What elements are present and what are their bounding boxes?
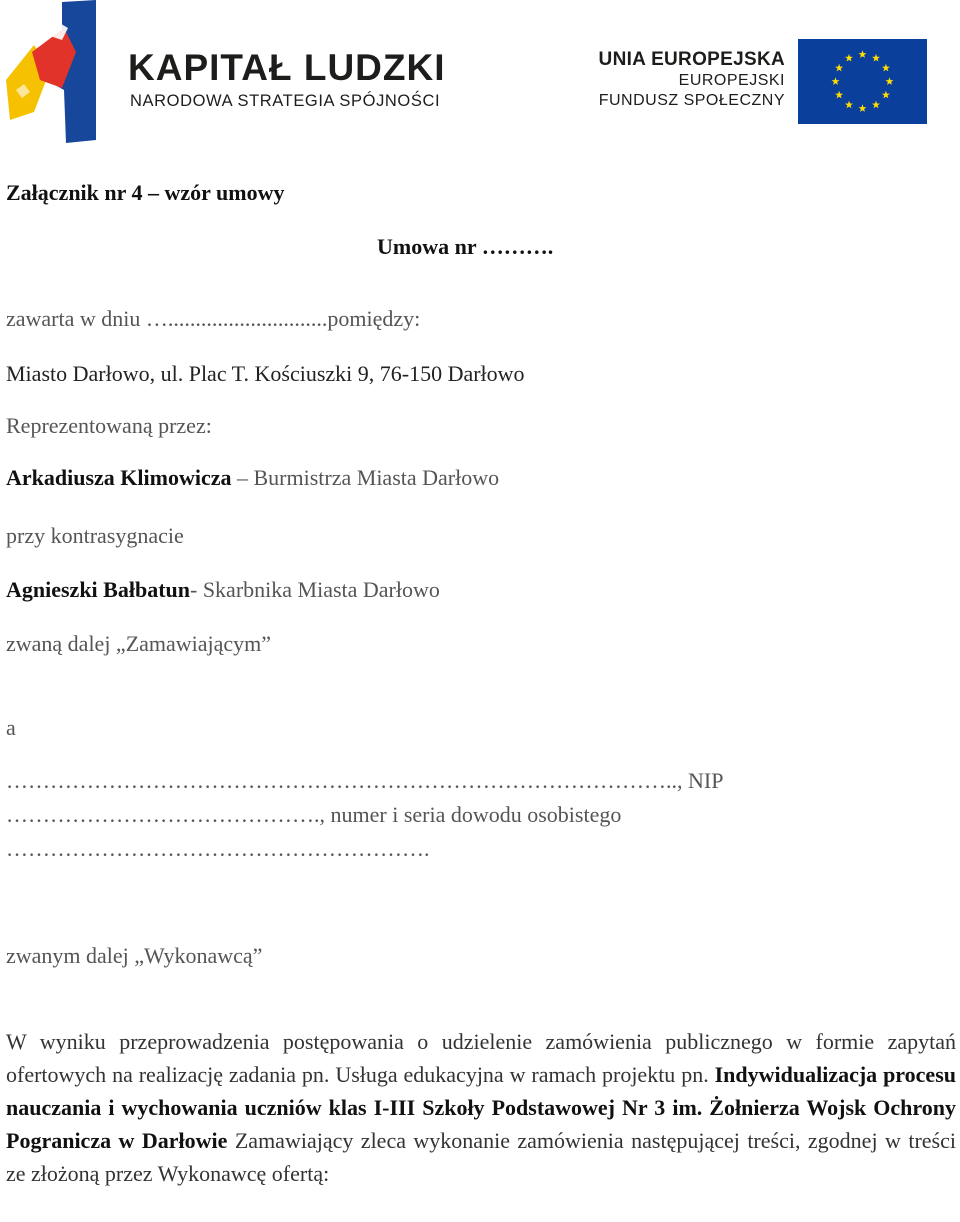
- contractor-blank-line3: ………………………………………………….: [6, 836, 430, 861]
- represented-label: Reprezentowaną przez:: [6, 413, 212, 438]
- eu-name: UNIA EUROPEJSKA: [598, 49, 785, 70]
- contractor-label: zwanym dalej „Wykonawcą”: [6, 943, 263, 968]
- contractor-blank-line1: ……………………………………………………………………………….., NIP: [6, 768, 724, 793]
- attachment-label: Załącznik nr 4 – wzór umowy: [6, 180, 285, 205]
- treasurer-name: Agnieszki Bałbatun: [6, 577, 190, 602]
- representative-role: – Burmistrza Miasta Darłowo: [231, 465, 500, 490]
- kapital-ludzki-subtitle: NARODOWA STRATEGIA SPÓJNOŚCI: [130, 92, 441, 110]
- eu-flag-icon: [798, 39, 927, 124]
- eu-text-block: [599, 49, 785, 111]
- representative-name: Arkadiusza Klimowicza: [6, 465, 232, 490]
- fund-line1: EUROPEJSKI: [678, 72, 785, 89]
- contract-title: Umowa nr ……….: [377, 234, 554, 259]
- intro-paragraph: [6, 1025, 956, 1190]
- treasurer-line: [6, 577, 440, 603]
- header: [0, 0, 960, 150]
- paragraph-end: Zamawiający zleca wykonanie zamówienia następującej treści, zgodnej w treści ze złożoną przez Wykonawcę ofertą:: [6, 1128, 956, 1186]
- project-name: Indywidualizacja procesu nauczania i wychowania uczniów klas I-III Szkoły Podstawowej Nr 3 im. Żołnierza Wojsk Ochrony Pogranicza w Darłowie: [6, 1062, 956, 1153]
- kapital-ludzki-logo-icon: [4, 0, 104, 143]
- countersign-label: przy kontrasygnacie: [6, 523, 184, 548]
- kapital-ludzki-title: KAPITAŁ LUDZKI: [128, 47, 446, 88]
- fund-line2: FUNDUSZ SPOŁECZNY: [598, 92, 785, 109]
- and-label: a: [6, 715, 16, 740]
- representative-line: [6, 465, 499, 491]
- ordering-party-label: zwaną dalej „Zamawiającym”: [6, 631, 272, 656]
- treasurer-role: - Skarbnika Miasta Darłowo: [190, 577, 440, 602]
- concluded-line: zawarta w dniu ….............................pomiędzy:: [6, 306, 421, 331]
- party1-address: Miasto Darłowo, ul. Plac T. Kościuszki 9, 76-150 Darłowo: [6, 361, 525, 386]
- paragraph-intro: W wyniku przeprowadzenia postępowania o udzielenie zamówienia publicznego w formie zapytań ofertowych na realizację zadania pn. Usługa edukacyjna w ramach projektu pn.: [6, 1029, 956, 1087]
- contractor-blank-line2: ……………………………………., numer i seria dowodu osobistego: [6, 802, 622, 827]
